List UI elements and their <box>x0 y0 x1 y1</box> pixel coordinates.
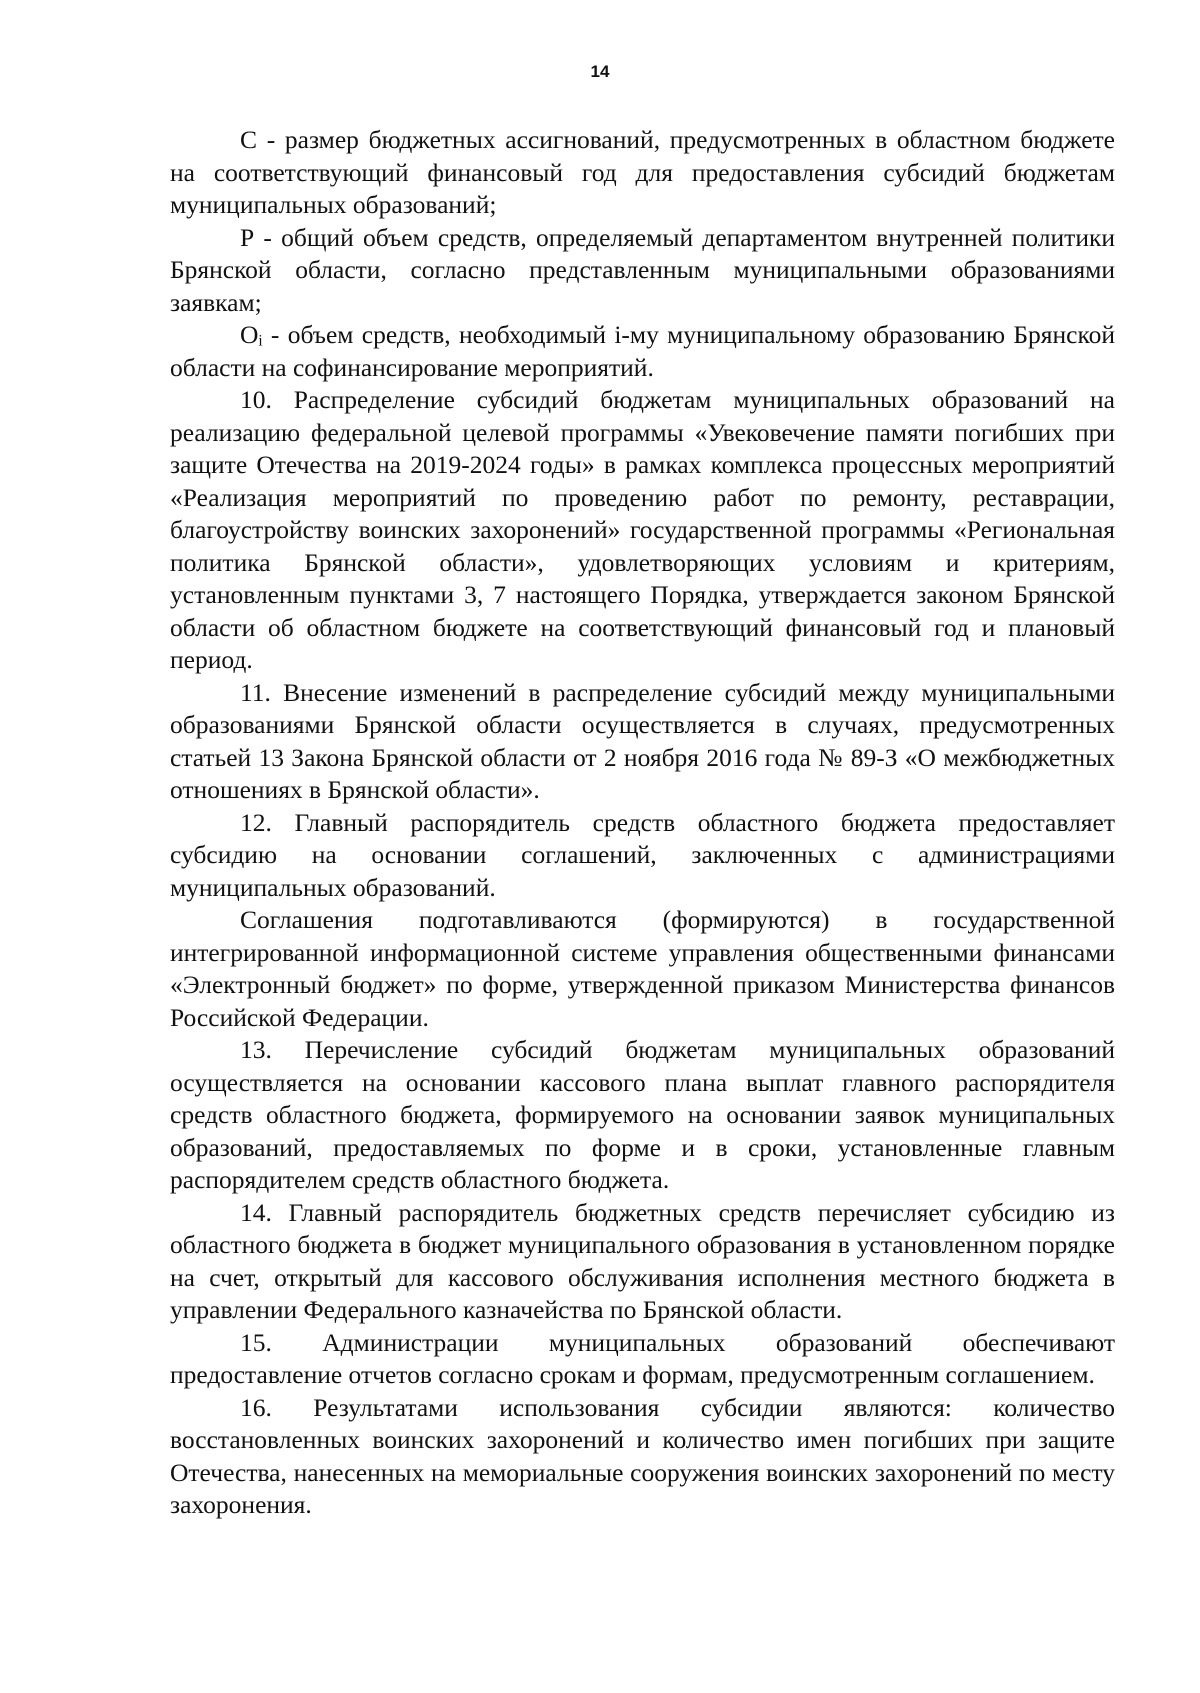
paragraph-definition-c: С - размер бюджетных ассигнований, предусмотренных в областном бюджете на соответствующий финансовый год для предоставления субсидий бюджетам муниципальных образований; <box>170 125 1115 219</box>
paragraph-item-11: 11. Внесение изменений в распределение субсидий между муниципальными образованиями Брянской области осуществляется в случаях, предусмотренных статьей 13 Закона Брянской области от 2 ноября 2016 года № 89-З «О межбюджетных отношениях в Брянской области». <box>170 677 1115 804</box>
paragraph-item-14: 14. Главный распорядитель бюджетных средств перечисляет субсидию из областного бюджета в бюджет муниципального образования в установленном порядке на счет, открытый для кассового обслуживания исполнения местного бюджета в управлении Федерального казначейства по Брянской области. <box>170 1197 1115 1324</box>
paragraph-definition-p: Р - общий объем средств, определяемый департаментом внутренней политики Брянской области, согласно представленным муниципальными образованиями заявкам; <box>170 222 1115 317</box>
paragraph-item-10: 10. Распределение субсидий бюджетам муниципальных образований на реализацию федеральной целевой программы «Увековечение памяти погибших при защите Отечества на 2019-2024 годы» в рамках комплекса процессных мероприятий «Реализация мероприятий по проведению работ по ремонту, реставрации, благоустройству воинских захоронений» государственной программы «Региональная политика Брянской области», удовлетворяющих условиям и критериям, установленным пунктами 3, 7 настоящего Порядка, утверждается законом Брянской области об областном бюджете на соответствующий финансовый год и плановый период. <box>170 385 1115 674</box>
paragraph-item-12: 12. Главный распорядитель средств областного бюджета предоставляет субсидию на основании соглашений, заключенных с администрациями муниципальных образований. <box>170 807 1115 902</box>
document-body <box>170 124 1115 1522</box>
paragraph-agreements: Соглашения подготавливаются (формируются) в государственной интегрированной информационной системе управления общественными финансами «Электронный бюджет» по форме, утвержденной приказом Министерства финансов Российской Федерации. <box>170 905 1115 1032</box>
paragraph-item-13: 13. Перечисление субсидий бюджетам муниципальных образований осуществляется на основании кассового плана выплат главного распорядителя средств областного бюджета, формируемого на основании заявок муниципальных образований, предоставляемых по форме и в сроки, установленные главным распорядителем средств областного бюджета. <box>170 1035 1115 1194</box>
page-number: 14 <box>590 62 610 81</box>
paragraph-definition-oi: Оᵢ - объем средств, необходимый i-му муниципальному образованию Брянской области на софинансирование мероприятий. <box>170 320 1115 382</box>
paragraph-item-16: 16. Результатами использования субсидии являются: количество восстановленных воинских захоронений и количество имен погибших при защите Отечества, нанесенных на мемориальные сооружения воинских захоронений по месту захоронения. <box>170 1392 1115 1519</box>
paragraph-item-15: 15. Администрации муниципальных образований обеспечивают предоставление отчетов согласно срокам и формам, предусмотренным соглашением. <box>170 1327 1115 1389</box>
